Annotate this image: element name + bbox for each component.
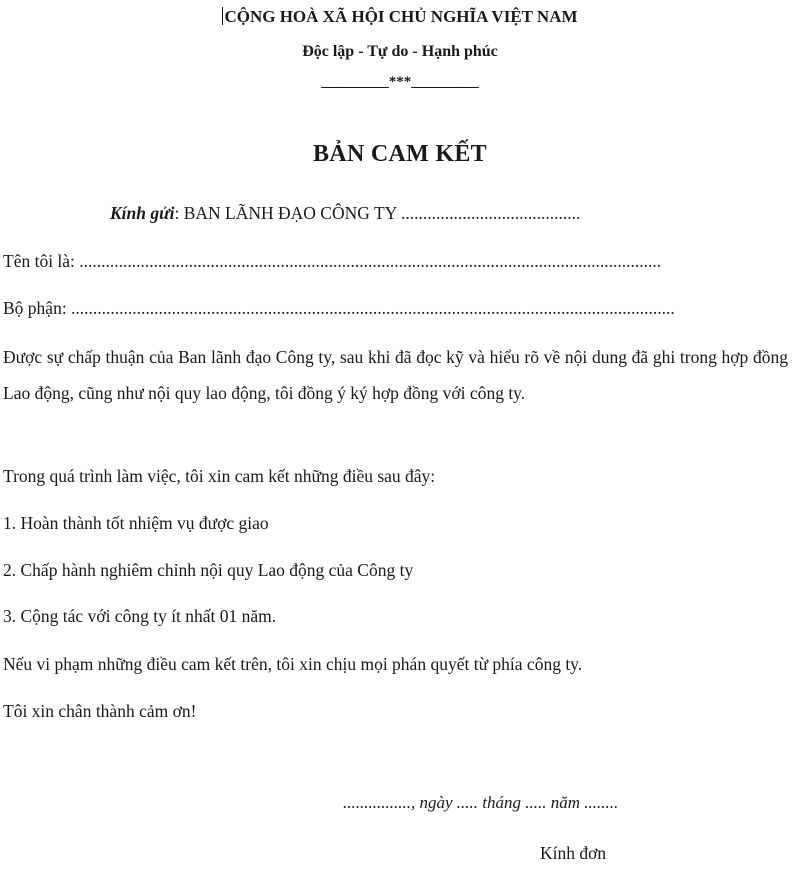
commitment-lead: Trong quá trình làm việc, tôi xin cam kết những điều sau đây: [3, 466, 436, 486]
header-separator: _________***_________ [321, 74, 479, 90]
commitment-item-2: 2. Chấp hành nghiêm chỉnh nội quy Lao động của Công ty [3, 560, 414, 580]
document-title: BẢN CAM KẾT [313, 141, 487, 167]
signer-label: Kính đơn [540, 843, 607, 863]
addressee-line [110, 203, 790, 224]
addressee-value: : BAN LÃNH ĐẠO CÔNG TY ......................................... [174, 203, 581, 223]
date-line: ................, ngày ..... tháng ..... năm ........ [343, 793, 619, 812]
addressee-label: Kính gửi [110, 203, 175, 223]
intro-paragraph: Được sự chấp thuận của Ban lãnh đạo Công ty, sau khi đã đọc kỹ và hiểu rõ về nội dung đã ghi trong hợp đồng Lao động, cũng như nội quy lao động, tôi đồng ý ký hợp đồng với công ty. [3, 347, 788, 403]
thanks-line: Tôi xin chân thành cảm ơn! [3, 701, 197, 721]
national-motto: Độc lập - Tự do - Hạnh phúc [302, 43, 498, 60]
national-heading [0, 7, 800, 27]
violation-statement: Nếu vi phạm những điều cam kết trên, tôi xin chịu mọi phán quyết từ phía công ty. [3, 654, 583, 674]
department-field: Bộ phận: .......................................................................................................................................... [3, 298, 675, 318]
commitment-item-1: 1. Hoàn thành tốt nhiệm vụ được giao [3, 513, 269, 533]
commitment-item-3: 3. Cộng tác với công ty ít nhất 01 năm. [3, 606, 277, 626]
name-field: Tên tôi là: ..................................................................................................................................... [3, 251, 662, 271]
national-heading-text: CỘNG HOÀ XÃ HỘI CHỦ NGHĨA VIỆT NAM [224, 7, 578, 26]
